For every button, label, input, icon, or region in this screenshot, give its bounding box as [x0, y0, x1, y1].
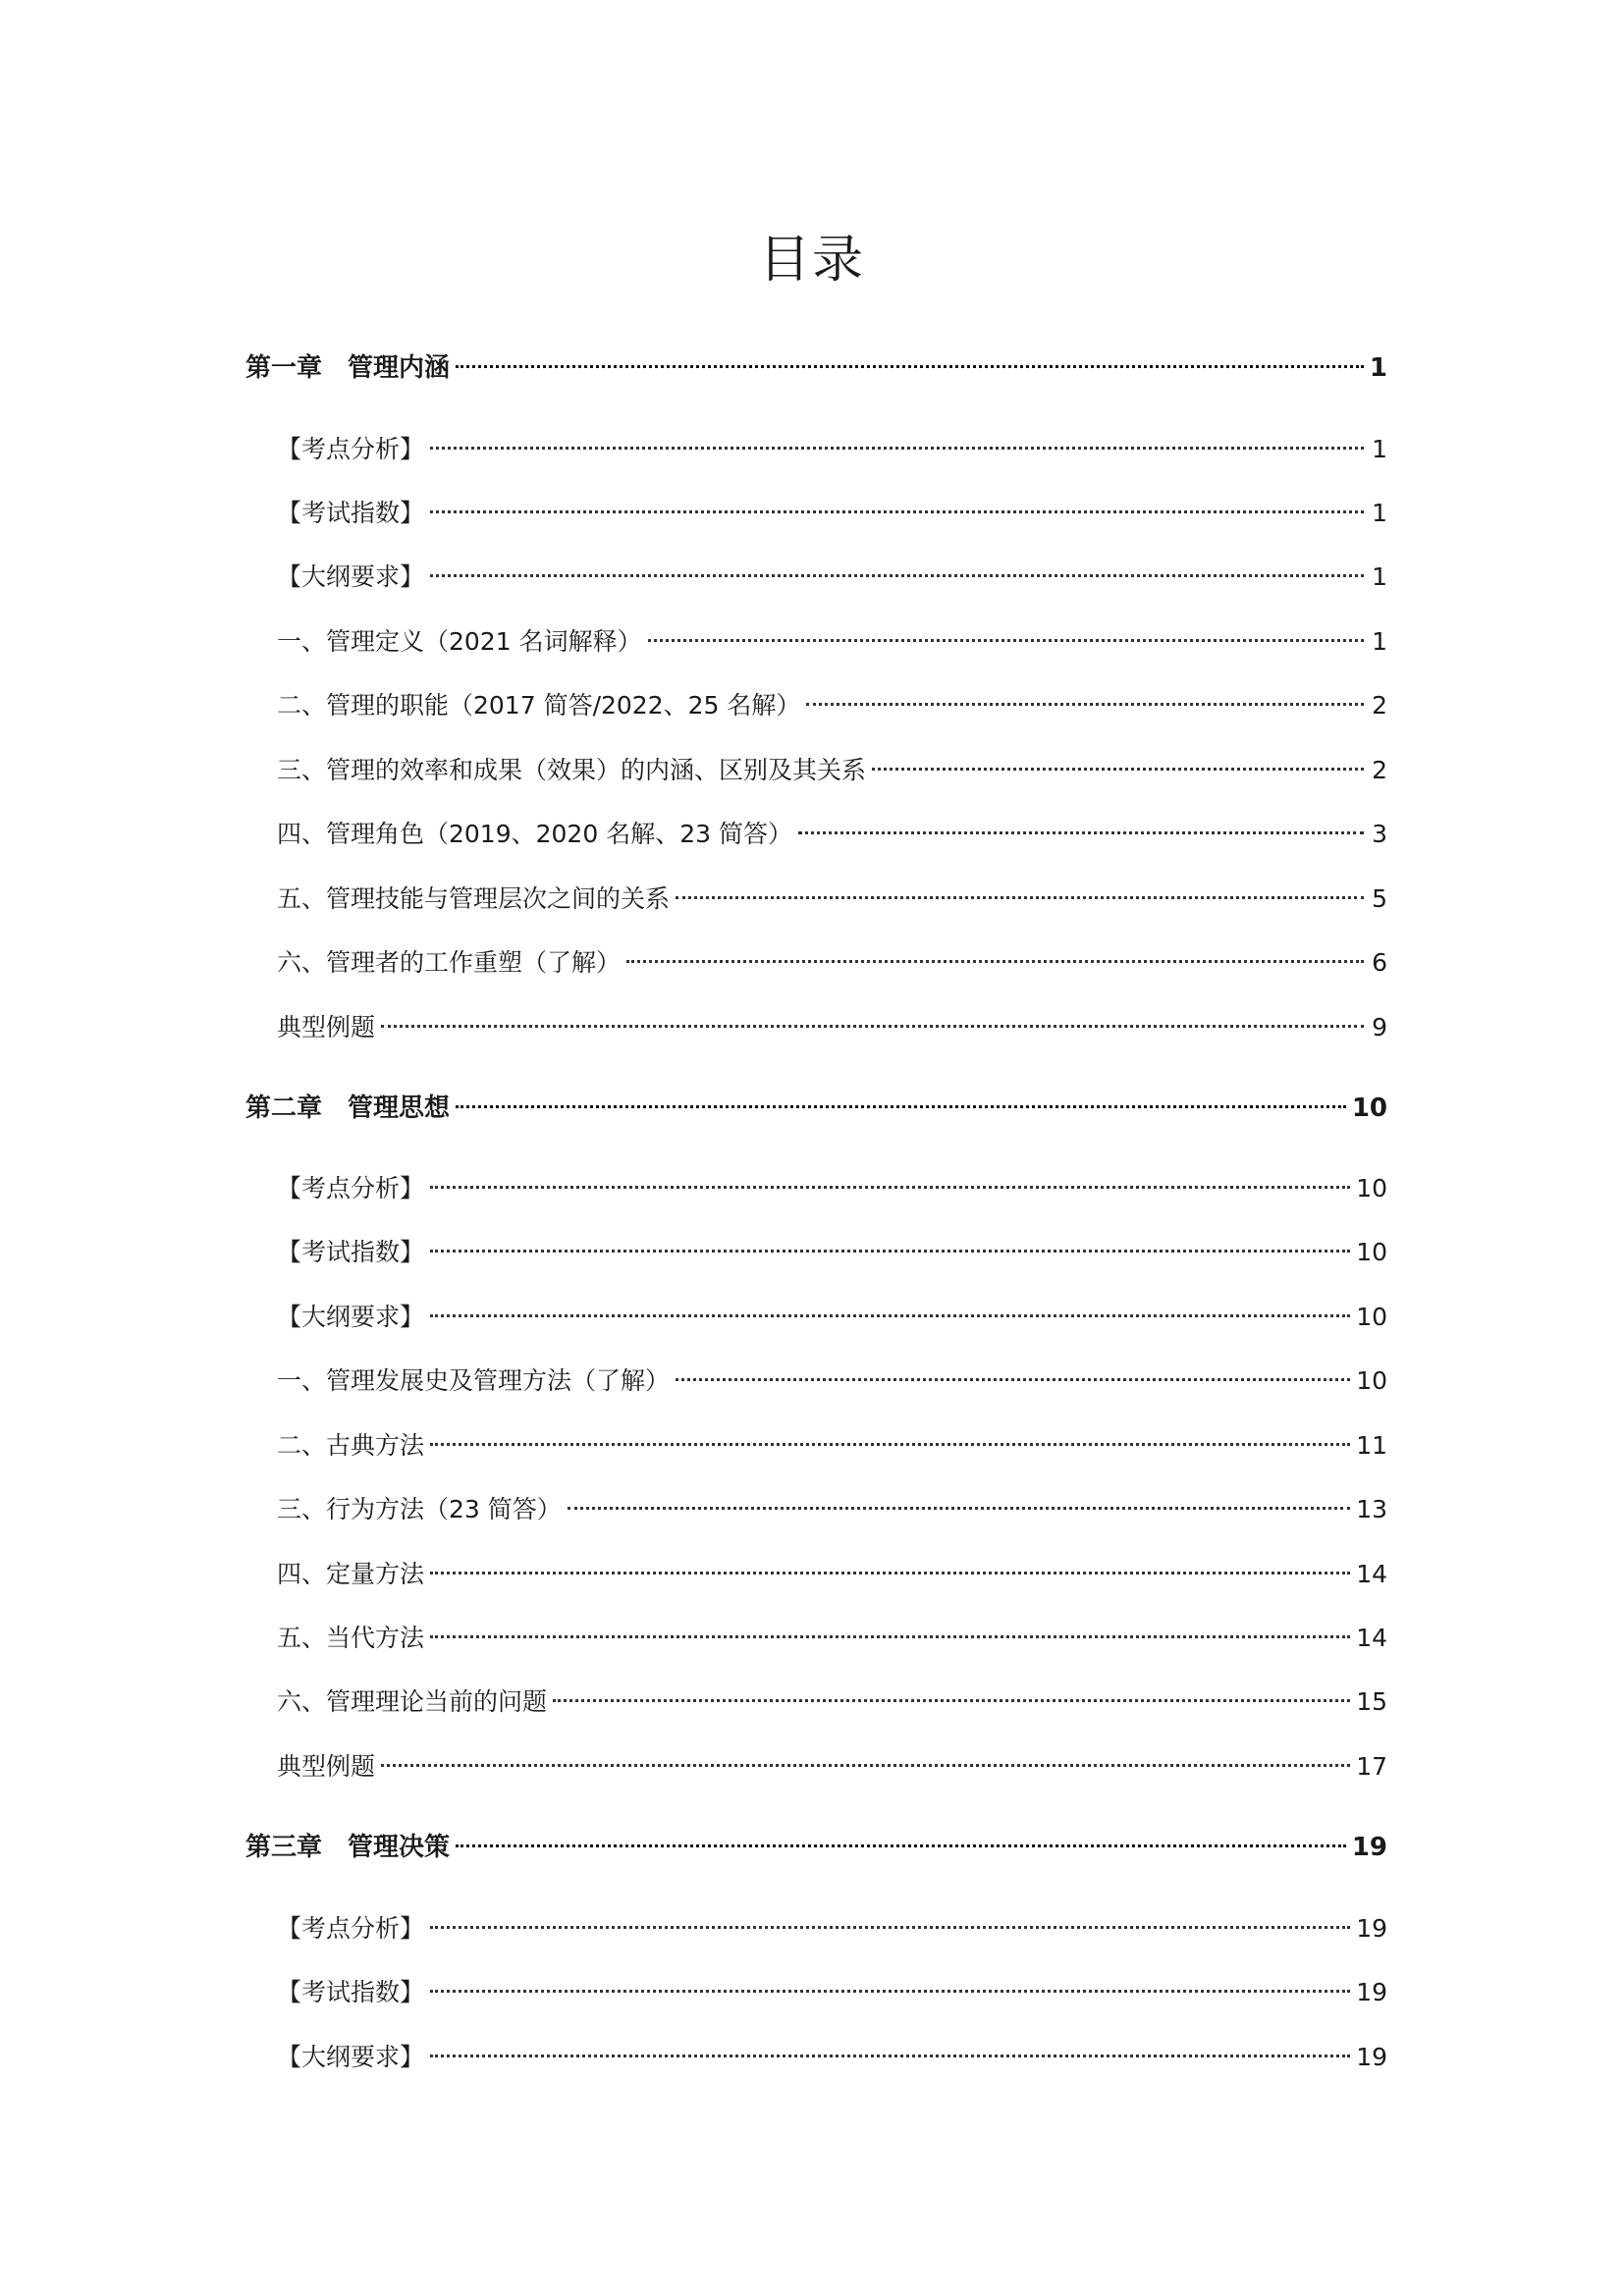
toc-page-number: 1	[1372, 562, 1387, 591]
toc-dot-leader	[430, 510, 1364, 513]
toc-entry-label: 二、古典方法	[277, 1431, 425, 1460]
toc-entry-label: 六、管理者的工作重塑（了解）	[277, 948, 622, 977]
toc-dot-leader	[430, 1572, 1350, 1575]
toc-section-entry[interactable]	[277, 1008, 1387, 1047]
toc-title: 目录	[758, 231, 865, 290]
toc-entry-label: 五、管理技能与管理层次之间的关系	[277, 884, 671, 913]
toc-section-entry[interactable]	[277, 2038, 1387, 2077]
toc-entry-label: 一、管理定义（2021 名词解释）	[277, 627, 642, 656]
toc-entry-label: 五、当代方法	[277, 1624, 425, 1652]
toc-entry-label: 【考点分析】	[277, 1914, 425, 1943]
toc-page-number: 1	[1372, 499, 1387, 527]
toc-dot-leader	[430, 1250, 1350, 1253]
toc-dot-leader	[676, 1378, 1350, 1381]
toc-entry-label: 【考点分析】	[277, 435, 425, 463]
toc-page-number: 10	[1356, 1238, 1387, 1266]
toc-dot-leader	[430, 1314, 1350, 1317]
toc-entry-label: 【大纲要求】	[277, 562, 425, 591]
toc-page-number: 19	[1356, 2043, 1387, 2071]
toc-page-number: 15	[1356, 1687, 1387, 1716]
toc-chapter-entry[interactable]	[245, 348, 1387, 388]
toc-page-number: 10	[1356, 1174, 1387, 1202]
toc-dot-leader	[806, 703, 1364, 706]
toc-page-number: 1	[1372, 627, 1387, 656]
toc-dot-leader	[456, 1105, 1346, 1108]
toc-dot-leader	[568, 1507, 1350, 1510]
toc-dot-leader	[430, 1990, 1350, 1993]
toc-section-entry[interactable]	[277, 880, 1387, 919]
toc-entry-label: 【大纲要求】	[277, 1303, 425, 1331]
toc-entry-label: 【考试指数】	[277, 1238, 425, 1266]
toc-page-number: 10	[1351, 1094, 1387, 1123]
toc-dot-leader	[626, 960, 1364, 963]
toc-entry-label: 【考点分析】	[277, 1174, 425, 1202]
toc-section-entry[interactable]	[277, 751, 1387, 790]
toc-entry-label: 六、管理理论当前的问题	[277, 1687, 548, 1716]
toc-page-number: 10	[1356, 1366, 1387, 1395]
toc-section-entry[interactable]	[277, 943, 1387, 983]
toc-dot-leader	[456, 1844, 1346, 1847]
toc-page-number: 10	[1356, 1303, 1387, 1331]
toc-page-number: 9	[1372, 1013, 1387, 1041]
toc-dot-leader	[648, 639, 1364, 642]
toc-entry-label: 一、管理发展史及管理方法（了解）	[277, 1366, 671, 1395]
toc-page-number: 1	[1372, 435, 1387, 463]
toc-dot-leader	[430, 2055, 1350, 2057]
toc-page-number: 6	[1372, 948, 1387, 977]
toc-entry-label: 第二章 管理思想	[245, 1094, 451, 1123]
toc-dot-leader	[430, 1926, 1350, 1929]
toc-entry-label: 【考试指数】	[277, 499, 425, 527]
toc-entry-label: 三、管理的效率和成果（效果）的内涵、区别及其关系	[277, 756, 867, 784]
toc-page-number: 3	[1372, 820, 1387, 848]
toc-page-number: 1	[1369, 353, 1387, 383]
toc-page-number: 14	[1356, 1560, 1387, 1588]
toc-section-entry[interactable]	[277, 494, 1387, 533]
toc-page-number: 2	[1372, 756, 1387, 784]
toc-section-entry[interactable]	[277, 1555, 1387, 1594]
toc-page-number: 2	[1372, 691, 1387, 720]
toc-dot-leader	[381, 1764, 1350, 1767]
toc-entry-label: 典型例题	[277, 1013, 376, 1041]
toc-dot-leader	[381, 1025, 1364, 1028]
toc-page-number: 19	[1356, 1914, 1387, 1943]
toc-section-entry[interactable]	[277, 1298, 1387, 1337]
toc-entry-label: 三、行为方法（23 简答）	[277, 1495, 562, 1523]
toc-page-number: 19	[1351, 1833, 1387, 1862]
toc-section-entry[interactable]	[277, 558, 1387, 597]
toc-page-number: 17	[1356, 1752, 1387, 1781]
toc-section-entry[interactable]	[277, 1747, 1387, 1787]
toc-section-entry[interactable]	[277, 1682, 1387, 1722]
toc-dot-leader	[430, 1443, 1350, 1446]
toc-entry-label: 第三章 管理决策	[245, 1833, 451, 1862]
toc-entry-label: 四、定量方法	[277, 1560, 425, 1588]
toc-entry-label: 第一章 管理内涵	[245, 353, 451, 383]
toc-chapter-entry[interactable]	[245, 1089, 1387, 1128]
toc-dot-leader	[430, 1635, 1350, 1638]
toc-dot-leader	[430, 447, 1364, 450]
toc-section-entry[interactable]	[277, 1169, 1387, 1208]
toc-page-number: 19	[1356, 1978, 1387, 2006]
toc-section-entry[interactable]	[277, 1426, 1387, 1466]
toc-entry-label: 二、管理的职能（2017 简答/2022、25 名解）	[277, 691, 801, 720]
toc-section-entry[interactable]	[277, 430, 1387, 469]
toc-dot-leader	[676, 896, 1364, 899]
toc-chapter-entry[interactable]	[245, 1828, 1387, 1867]
toc-entry-label: 典型例题	[277, 1752, 376, 1781]
toc-page-number: 13	[1356, 1495, 1387, 1523]
toc-dot-leader	[553, 1699, 1350, 1702]
toc-section-entry[interactable]	[277, 815, 1387, 854]
toc-section-entry[interactable]	[277, 1619, 1387, 1658]
toc-dot-leader	[872, 768, 1364, 771]
toc-entry-label: 四、管理角色（2019、2020 名解、23 简答）	[277, 820, 792, 848]
toc-entry-label: 【考试指数】	[277, 1978, 425, 2006]
toc-page-number: 5	[1372, 884, 1387, 913]
toc-section-entry[interactable]	[277, 1490, 1387, 1529]
toc-dot-leader	[798, 831, 1364, 834]
toc-section-entry[interactable]	[277, 686, 1387, 725]
toc-section-entry[interactable]	[277, 1362, 1387, 1401]
toc-section-entry[interactable]	[277, 622, 1387, 662]
toc-section-entry[interactable]	[277, 1233, 1387, 1272]
toc-entry-label: 【大纲要求】	[277, 2043, 425, 2071]
toc-dot-leader	[430, 574, 1364, 577]
toc-page-number: 14	[1356, 1624, 1387, 1652]
toc-section-entry[interactable]	[277, 1973, 1387, 2012]
toc-page-number: 11	[1356, 1431, 1387, 1460]
toc-dot-leader	[430, 1186, 1350, 1189]
toc-section-entry[interactable]	[277, 1909, 1387, 1949]
toc-dot-leader	[456, 365, 1364, 368]
